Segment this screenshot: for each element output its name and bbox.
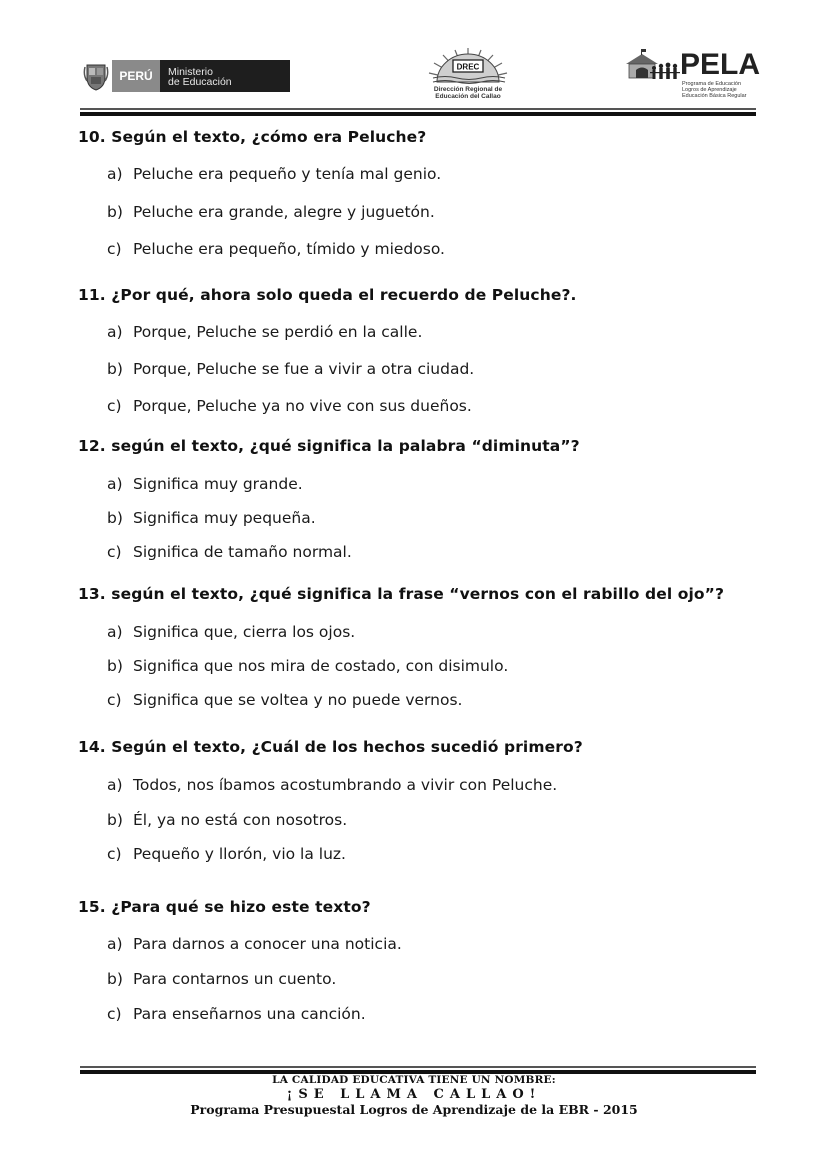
- drec-caption-line-1: Dirección Regional de: [433, 86, 503, 93]
- option-text: Significa muy pequeña.: [133, 509, 316, 527]
- drec-caption: [418, 86, 518, 100]
- peru-label: PERÚ: [112, 60, 160, 92]
- question-text: ¿Para qué se hizo este texto?: [111, 898, 371, 916]
- pela-logo: [624, 48, 774, 108]
- question-text: según el texto, ¿qué significa la palabra “diminuta”?: [111, 437, 580, 455]
- option-10b: [107, 203, 435, 221]
- option-14a: [107, 776, 557, 794]
- coat-of-arms-icon: [80, 60, 112, 92]
- page-footer: [0, 1074, 828, 1118]
- header-divider: [80, 108, 756, 116]
- option-text: Él, ya no está con nosotros.: [133, 811, 348, 829]
- option-letter: c): [107, 240, 122, 258]
- option-14c: [107, 845, 346, 863]
- option-letter: a): [107, 776, 123, 794]
- minedu-logo: [80, 60, 290, 92]
- option-15c: [107, 1005, 366, 1023]
- option-text: Para contarnos un cuento.: [133, 970, 337, 988]
- question-number: 13.: [78, 585, 106, 603]
- option-text: Pequeño y llorón, vio la luz.: [133, 845, 346, 863]
- question-text: Según el texto, ¿Cuál de los hechos sucedió primero?: [111, 738, 583, 756]
- question-10: [78, 128, 426, 146]
- option-letter: b): [107, 360, 123, 378]
- question-text: Según el texto, ¿cómo era Peluche?: [111, 128, 427, 146]
- option-letter: b): [107, 509, 123, 527]
- option-letter: c): [107, 691, 122, 709]
- pela-subtitle-line-2: Logros de Aprendizaje: [682, 87, 737, 93]
- page-header: [0, 0, 828, 112]
- option-text: Todos, nos íbamos acostumbrando a vivir con Peluche.: [133, 776, 558, 794]
- option-letter: c): [107, 845, 122, 863]
- option-letter: b): [107, 811, 123, 829]
- pela-wordmark: PELA: [680, 48, 761, 81]
- option-15a: [107, 935, 402, 953]
- question-12: [78, 437, 580, 455]
- pela-subtitle: [682, 81, 747, 99]
- option-text: Significa que se voltea y no puede vernos.: [133, 691, 463, 709]
- option-14b: [107, 811, 347, 829]
- question-text: ¿Por qué, ahora solo queda el recuerdo de Peluche?.: [111, 286, 577, 304]
- pela-subtitle-line-1: Programa de Educación: [682, 81, 742, 87]
- question-number: 10.: [78, 128, 106, 146]
- option-text: Significa que, cierra los ojos.: [133, 623, 356, 641]
- footer-program: Programa Presupuestal Logros de Aprendizaje de la EBR - 2015: [190, 1102, 638, 1117]
- option-text: Significa que nos mira de costado, con disimulo.: [133, 657, 509, 675]
- option-letter: a): [107, 165, 123, 183]
- footer-slogan: LA CALIDAD EDUCATIVA TIENE UN NOMBRE:: [272, 1074, 556, 1086]
- option-13c: [107, 691, 462, 709]
- option-10a: [107, 165, 441, 183]
- ministry-line-2: de Educación: [168, 76, 232, 88]
- option-text: Porque, Peluche se fue a vivir a otra ciudad.: [133, 360, 475, 378]
- option-13b: [107, 657, 508, 675]
- option-letter: c): [107, 543, 122, 561]
- option-text: Peluche era pequeño y tenía mal genio.: [133, 165, 442, 183]
- option-text: Peluche era grande, alegre y juguetón.: [133, 203, 435, 221]
- question-13: [78, 585, 724, 603]
- rising-sun-book-icon: [425, 46, 511, 86]
- question-text: según el texto, ¿qué significa la frase “vernos con el rabillo del ojo”?: [111, 585, 725, 603]
- drec-caption-line-2: Educación del Callao: [435, 93, 501, 100]
- option-12a: [107, 475, 303, 493]
- option-11a: [107, 323, 422, 341]
- footer-divider: [80, 1066, 756, 1074]
- option-letter: a): [107, 323, 123, 341]
- option-letter: b): [107, 203, 123, 221]
- option-10c: [107, 240, 445, 258]
- option-letter: c): [107, 1005, 122, 1023]
- option-12b: [107, 509, 316, 527]
- option-letter: a): [107, 623, 123, 641]
- option-letter: a): [107, 935, 123, 953]
- option-text: Para enseñarnos una canción.: [133, 1005, 366, 1023]
- drec-logo: [418, 46, 518, 108]
- option-13a: [107, 623, 355, 641]
- option-letter: a): [107, 475, 123, 493]
- option-15b: [107, 970, 336, 988]
- option-letter: b): [107, 970, 123, 988]
- ministry-label: [160, 60, 290, 92]
- question-15: [78, 898, 371, 916]
- option-text: Porque, Peluche ya no vive con sus dueños.: [133, 397, 472, 415]
- question-number: 11.: [78, 286, 106, 304]
- option-letter: c): [107, 397, 122, 415]
- option-text: Peluche era pequeño, tímido y miedoso.: [133, 240, 445, 258]
- option-12c: [107, 543, 352, 561]
- svg-text:DREC: DREC: [456, 62, 480, 72]
- option-11c: [107, 397, 472, 415]
- option-text: Porque, Peluche se perdió en la calle.: [133, 323, 423, 341]
- ministry-line-1: Ministerio: [168, 66, 213, 78]
- option-11b: [107, 360, 474, 378]
- option-text: Para darnos a conocer una noticia.: [133, 935, 402, 953]
- question-number: 12.: [78, 437, 106, 455]
- option-text: Significa de tamaño normal.: [133, 543, 352, 561]
- question-14: [78, 738, 583, 756]
- option-letter: b): [107, 657, 123, 675]
- option-text: Significa muy grande.: [133, 475, 303, 493]
- question-11: [78, 286, 577, 304]
- question-number: 14.: [78, 738, 106, 756]
- school-children-icon: [624, 48, 680, 88]
- footer-callao: ¡SE LLAMA CALLAO!: [286, 1087, 542, 1102]
- pela-subtitle-line-3: Educación Básica Regular: [682, 93, 747, 99]
- question-number: 15.: [78, 898, 106, 916]
